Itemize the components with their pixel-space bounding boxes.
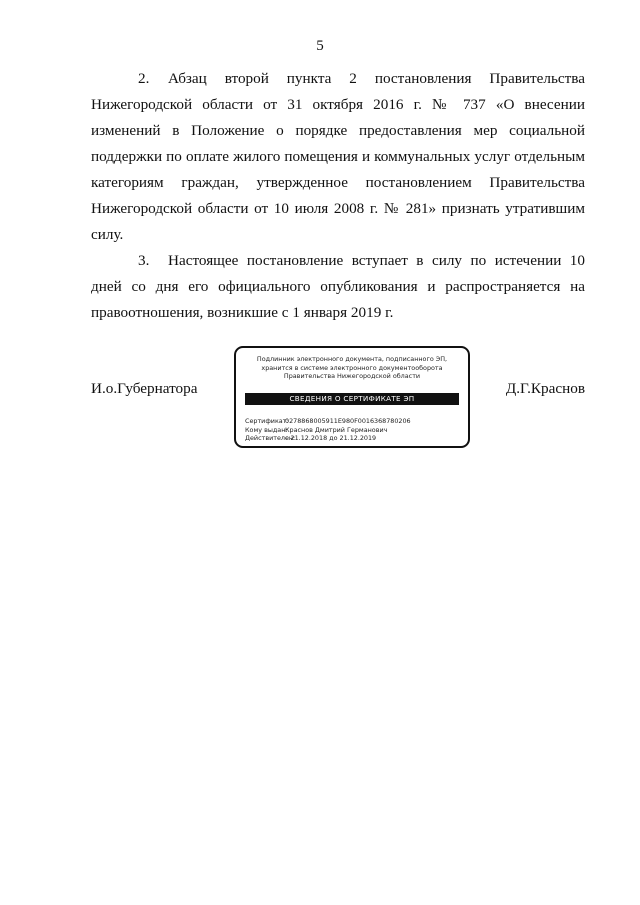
document-body bbox=[91, 66, 585, 326]
stamp-issued-to-label: Кому выдан: bbox=[245, 425, 288, 434]
paragraph-3 bbox=[91, 248, 585, 326]
stamp-certificate-label: Сертификат: bbox=[245, 417, 289, 425]
page-number: 5 bbox=[316, 38, 324, 54]
stamp-header-line: Подлинник электронного документа, подписанного ЭП, bbox=[256, 355, 448, 363]
stamp-certificate-value: 0278868005911E980F0016368780206 bbox=[285, 417, 411, 425]
paragraph-text: Настоящее постановление вступает в силу по истечении 10 дней со дня его официального опубликования и распространяется на правоотношения, возникшие с 1 января 2019 г. bbox=[91, 252, 585, 321]
electronic-signature-stamp bbox=[234, 346, 470, 448]
stamp-certificate-banner: СВЕДЕНИЯ О СЕРТИФИКАТЕ ЭП bbox=[245, 393, 459, 405]
stamp-valid-label: Действителен: bbox=[245, 434, 296, 442]
stamp-issued-to-value: Краснов Дмитрий Германович bbox=[285, 425, 388, 434]
stamp-certificate-row bbox=[245, 417, 462, 426]
paragraph-text: Абзац второй пункта 2 постановления Правительства Нижегородской области от 31 октября 2016 г. № 737 «О внесении изменений в Положение о порядке предоставления мер социальной поддержки по оплате жилого помещения и коммунальных услуг отдельным категориям граждан, утвержденное постановлением Правительства Нижегородской области от 10 июля 2008 г. № 281» признать утратившим силу. bbox=[91, 70, 585, 243]
stamp-valid-row bbox=[245, 434, 462, 443]
signatory-title: И.о.Губернатора bbox=[91, 380, 198, 397]
paragraph-number: 3. bbox=[138, 252, 150, 269]
paragraph-2 bbox=[91, 66, 585, 248]
signatory-name: Д.Г.Краснов bbox=[505, 380, 585, 397]
stamp-header bbox=[236, 355, 468, 381]
stamp-details bbox=[245, 417, 462, 443]
stamp-issued-to-row bbox=[245, 426, 462, 435]
paragraph-number: 2. bbox=[138, 70, 150, 87]
stamp-header-line: Правительства Нижегородской области bbox=[283, 372, 421, 380]
stamp-valid-value: с 21.12.2018 до 21.12.2019 bbox=[285, 434, 377, 442]
stamp-header-line: хранится в системе электронного документооборота bbox=[261, 363, 443, 372]
